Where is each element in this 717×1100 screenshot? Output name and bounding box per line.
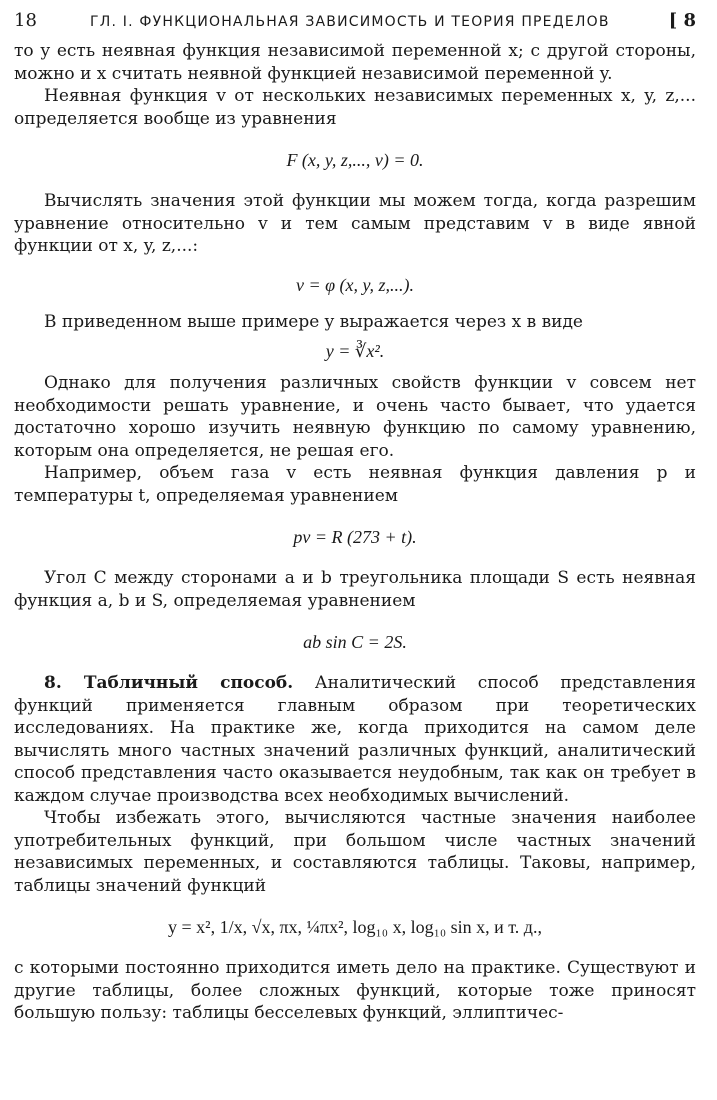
book-page	[14, 10, 696, 1025]
section-mark: [ 8	[668, 10, 696, 31]
page-header	[14, 10, 696, 40]
section-title: 8. Табличный способ.	[44, 673, 294, 693]
formula: pv = R (273 + t).	[293, 527, 417, 547]
paragraph: Однако для получения различных свойств функции v совсем нет необходимости решать уравнение, и очень часто бывает, что удается достаточно хорошо изучить неявную функцию по самому уравнению, которым она определяется, не решая его.	[14, 373, 696, 461]
paragraph: В приведенном выше примере y выражается через x в виде	[44, 311, 583, 332]
section-paragraph	[14, 672, 696, 807]
formula: F (x, y, z,..., v) = 0.	[286, 150, 424, 170]
formula: ab sin C = 2S.	[303, 632, 407, 652]
paragraph: Неявная функция v от нескольких независимых переменных x, y, z,... определяется вообще из уравнения	[14, 86, 696, 129]
formula: y = x², 1/x, √x, πx, ¼πx², log₁₀ x, log₁₀ sin x, и т. д.,	[168, 917, 542, 937]
paragraph-text: Аналитический способ представления функций применяется главным образом при теоретических исследованиях. На практике же, когда приходится на самом деле вычислять много частных значений различных функций, аналитический способ представления часто оказывается неудобным, так как он требует в каждом случае производства всех необходимых вычислений.	[14, 673, 696, 806]
formula: v = φ (x, y, z,...).	[295, 274, 415, 295]
paragraph: Вычислять значения этой функции мы можем тогда, когда разрешим уравнение относительно v и тем самым представим v в виде явной функции от x, y, z,...:	[14, 191, 696, 256]
paragraph: Угол C между сторонами a и b треугольника площади S есть неявная функция a, b и S, определяемая уравнением	[14, 568, 696, 611]
paragraph: то y есть неявная функция независимой переменной x; с другой стороны, можно и x считать неявной функцией независимой переменной y.	[14, 41, 696, 84]
page-number: 18	[14, 10, 37, 31]
running-head: ГЛ. I. ФУНКЦИОНАЛЬНАЯ ЗАВИСИМОСТЬ И ТЕОРИЯ ПРЕДЕЛОВ	[90, 14, 610, 30]
paragraph: с которыми постоянно приходится иметь дело на практике. Существуют и другие таблицы, более сложных функций, которые тоже приносят большую пользу: таблицы бесселевых функций, эллиптичес-	[14, 958, 696, 1023]
formula: y = ∛x².	[325, 341, 385, 361]
paragraph: Чтобы избежать этого, вычисляются частные значения наиболее употребительных функций, при большом числе частных значений независимых переменных, и составляются таблицы. Таковы, например, таблицы значений функций	[14, 808, 696, 896]
paragraph: Например, объем газа v есть неявная функция давления p и температуры t, определяемая уравнением	[14, 463, 696, 506]
